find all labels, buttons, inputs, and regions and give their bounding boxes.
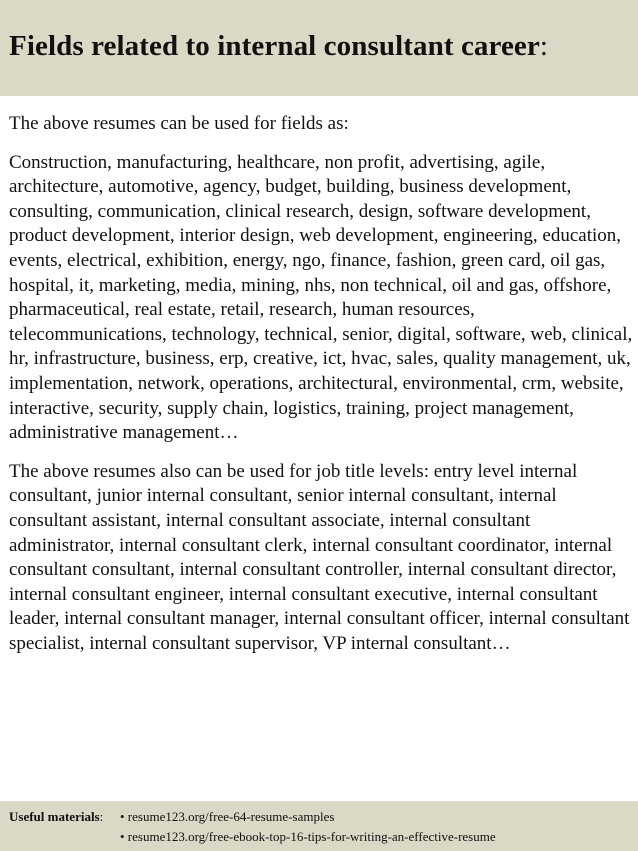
footer-row-2	[9, 827, 629, 847]
job-levels-text: The above resumes also can be used for job title levels: entry level internal consultant, junior internal consultant, senior internal consultant, internal consultant assistant, internal consultant associate, internal consultant administrator, internal consultant clerk, internal consultant coordinator, internal consultant consultant, internal consultant controller, internal consultant director, internal consultant engineer, internal consultant executive, internal consultant leader, internal consultant manager, internal consultant officer, internal consultant specialist, internal consultant supervisor, VP internal consultant…	[9, 460, 630, 654]
page-title	[9, 26, 629, 66]
footer-link-resume-samples[interactable]: • resume123.org/free-64-resume-samples	[120, 809, 335, 824]
page-header	[0, 0, 638, 96]
fields-intro: The above resumes can be used for fields as:	[9, 113, 349, 134]
page-title-text: Fields related to internal consultant career	[9, 30, 540, 62]
footer	[0, 801, 638, 851]
main-content	[9, 112, 633, 656]
fields-list: Construction, manufacturing, healthcare, non profit, advertising, agile, architecture, automotive, agency, budget, building, business development, consulting, communication, clinical research, design, software development, product development, interior design, web development, engineering, education, events, electrical, exhibition, energy, ngo, finance, fashion, green card, oil gas, hospital, it, marketing, media, mining, nhs, non technical, oil and gas, offshore, pharmaceutical, real estate, retail, research, human resources, telecommunications, technology, technical, senior, digital, software, web, clinical, hr, infrastructure, business, erp, creative, ict, hvac, sales, quality management, uk, implementation, network, operations, architectural, environmental, crm, website, interactive, security, supply chain, logistics, training, project management, administrative management…	[9, 151, 633, 444]
footer-link-ebook[interactable]: • resume123.org/free-ebook-top-16-tips-for-writing-an-effective-resume	[120, 829, 496, 844]
footer-row-1	[9, 807, 629, 827]
footer-spacer	[9, 827, 120, 847]
page-title-colon: :	[539, 30, 549, 62]
useful-materials-label: Useful materials:	[9, 809, 104, 824]
